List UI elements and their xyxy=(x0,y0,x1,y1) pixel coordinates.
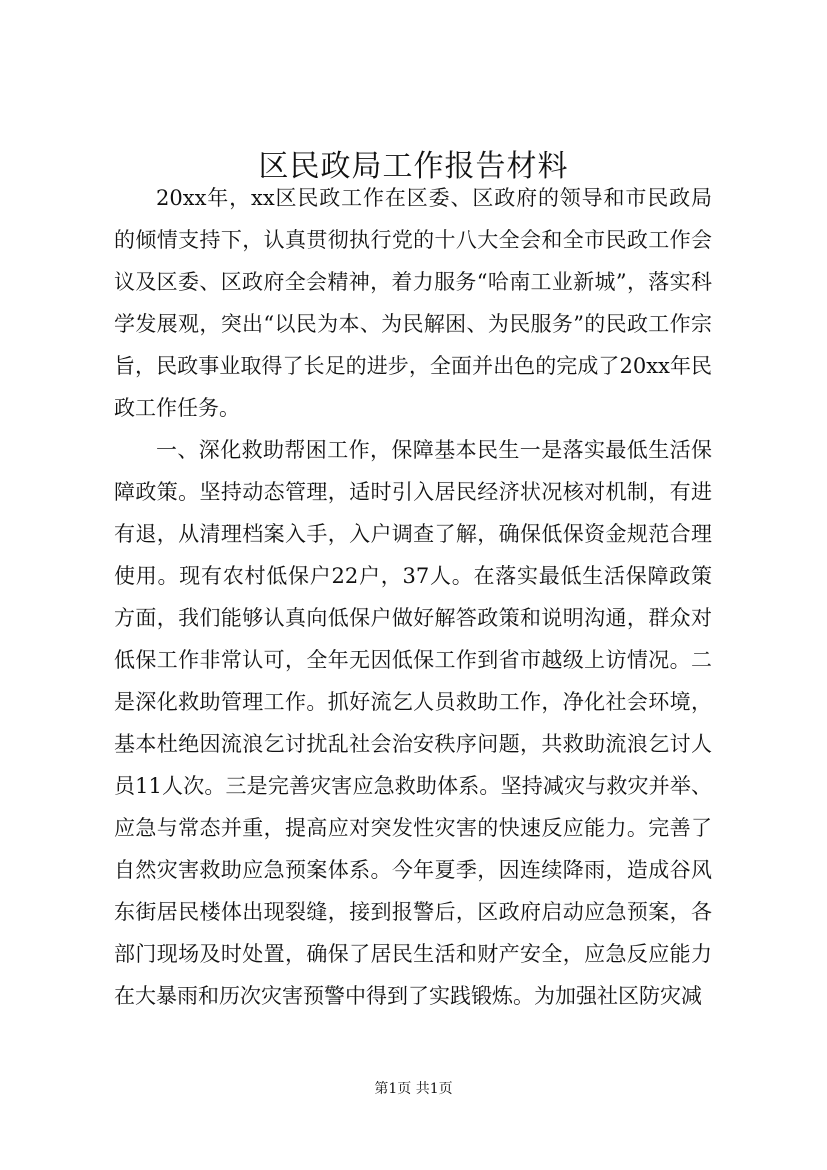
paragraph-section-one: 一、深化救助帮困工作，保障基本民生一是落实最低生活保障政策。坚持动态管理，适时引入居民经济状况核对机制，有进有退，从清理档案入手，入户调查了解，确保低保资金规范合理使用。现有农村低保户22户，37人。在落实最低生活保障政策方面，我们能够认真向低保户做好解答政策和说明沟通，群众对低保工作非常认可，全年无因低保工作到省市越级上访情况。二是深化救助管理工作。抓好流乞人员救助工作，净化社会环境，基本杜绝因流浪乞讨扰乱社会治安秩序问题，共救助流浪乞讨人员11人次。三是完善灾害应急救助体系。坚持减灾与救灾并举、应急与常态并重，提高应对突发性灾害的快速反应能力。完善了自然灾害救助应急预案体系。今年夏季，因连续降雨，造成谷风东街居民楼体出现裂缝，接到报警后，区政府启动应急预案，各部门现场及时处置，确保了居民生活和财产安全，应急反应能力在大暴雨和历次灾害预警中得到了实践锻炼。为加强社区防灾减 xyxy=(114,438,712,1008)
paragraph-intro: 20xx年，xx区民政工作在区委、区政府的领导和市民政局的倾情支持下，认真贯彻执行党的十八大全会和全市民政工作会议及区委、区政府全会精神，着力服务“哈南工业新城”，落实科学发展观，突出“以民为本、为民解困、为民服务”的民政工作宗旨，民政事业取得了长足的进步，全面并出色的完成了20xx年民政工作任务。 xyxy=(114,186,712,420)
document-title: 区民政局工作报告材料 xyxy=(258,149,569,184)
page-footer: 第1页 共1页 xyxy=(374,1081,453,1097)
document-body xyxy=(114,177,712,1017)
